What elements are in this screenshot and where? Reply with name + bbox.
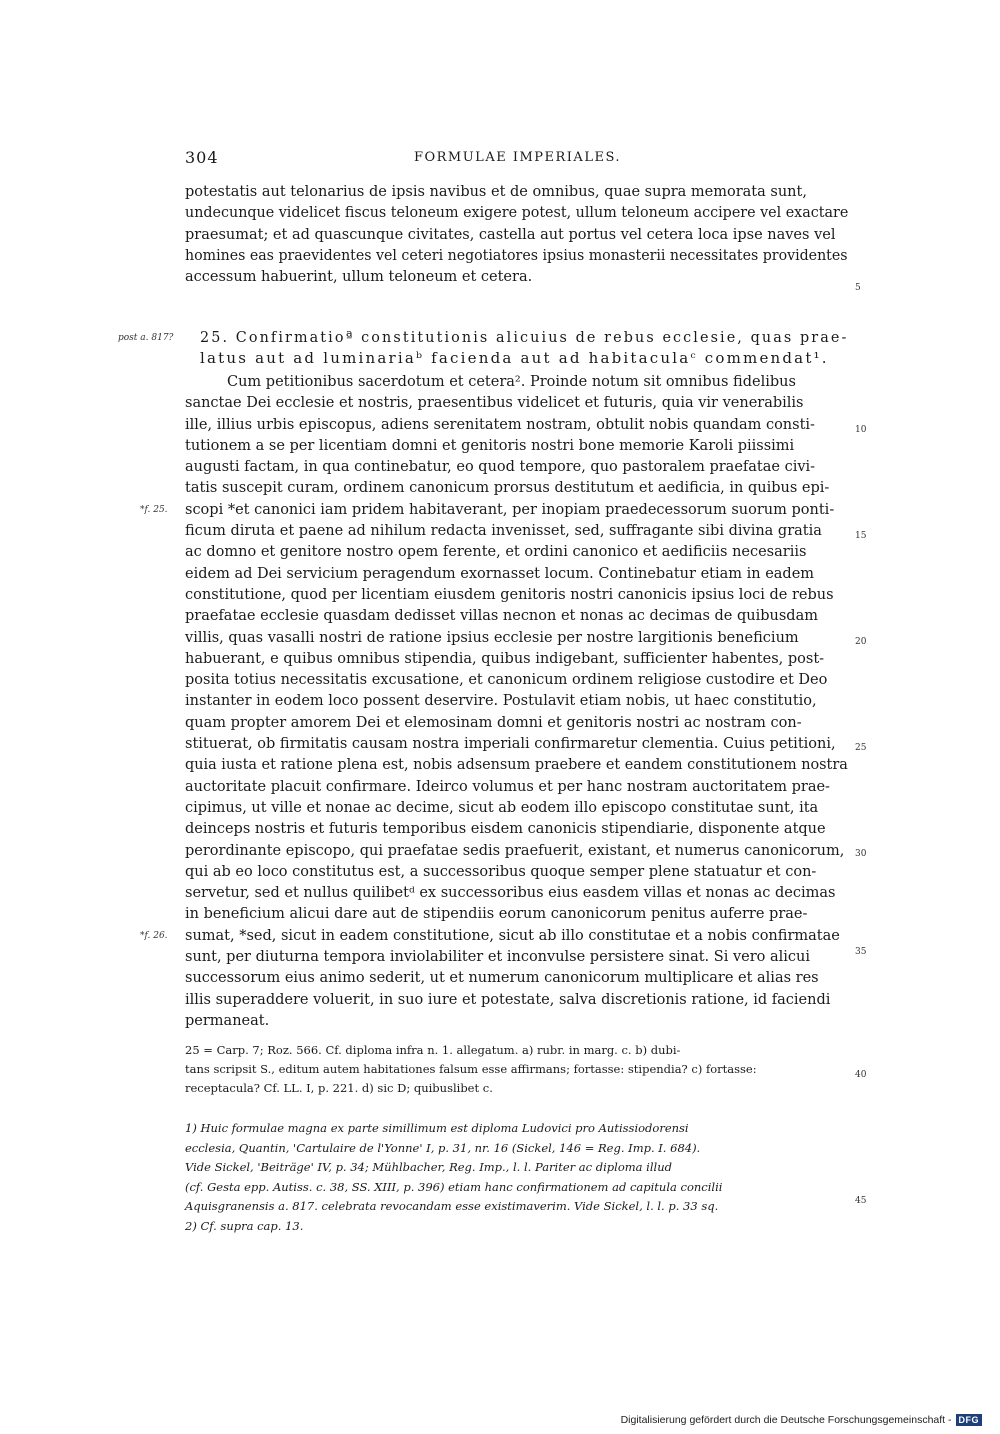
text-line: tans scripsit S., editum autem habitationes falsum esse affirmans; fortasse: stipendia? c) fortasse: xyxy=(185,1062,757,1076)
text-line: sanctae Dei ecclesie et nostris, praesentibus videlicet et futuris, quia vir venerabilis xyxy=(185,395,804,412)
title-line: latus aut ad luminariaᵇ facienda aut ad habitaculaᶜ commendat¹. xyxy=(200,349,829,367)
text-line: accessum habuerint, ullum teloneum et cetera. xyxy=(185,269,533,286)
text-line: scopi *et canonici iam pridem habitaverant, per inopiam praedecessorum suorum ponti- xyxy=(185,501,835,518)
digitization-credit xyxy=(621,1414,982,1426)
text-line: habuerant, e quibus omnibus stipendia, quibus indigebant, sufficienter habentes, post- xyxy=(185,650,825,667)
text-line: deinceps nostris et futuris temporibus eisdem canonicis stipendiarie, disponente atque xyxy=(185,821,826,838)
text-line: Aquisgranensis a. 817. celebrata revocandam esse existimaverim. Vide Sickel, l. l. p. 33 sq. xyxy=(185,1199,719,1213)
line-number: 40 xyxy=(855,1070,867,1080)
text-line: cipimus, ut ville et nonae ac decime, sicut ab eodem illo episcopo constitutae sunt, ita xyxy=(185,799,819,816)
text-line: quia iusta et ratione plena est, nobis adsensum praebere et eandem constitutionem nostra xyxy=(185,757,848,774)
page-header xyxy=(185,148,850,170)
formula-body xyxy=(185,372,848,1032)
text-line: 1) Huic formulae magna ex parte simillimum est diploma Ludovici pro Autissiodorensi xyxy=(185,1121,689,1135)
text-line: 2) Cf. supra cap. 13. xyxy=(185,1218,304,1233)
line-number: 10 xyxy=(855,425,867,435)
running-head: FORMULAE IMPERIALES. xyxy=(413,150,622,165)
text-line: praesumat; et ad quascunque civitates, castella aut portus vel cetera loca ipse naves vel xyxy=(185,226,836,243)
text-line: Cum petitionibus sacerdotum et cetera². Proinde notum sit omnibus fidelibus xyxy=(227,374,796,390)
text-line: illis superaddere voluerit, in suo iure et potestate, salva discretionis ratione, id faciendi xyxy=(185,991,831,1008)
text-line: 25 = Carp. 7; Roz. 566. Cf. diploma infra n. 1. allegatum. a) rubr. in marg. c. b) dubi- xyxy=(185,1043,681,1057)
text-line: constitutione, quod per licentiam eiusdem genitoris nostri canonicis ipsius loci de rebus xyxy=(185,586,834,603)
intro-paragraph xyxy=(185,182,848,288)
text-line: eidem ad Dei servicium peragendum exornasset locum. Continebatur etiam in eadem xyxy=(185,565,815,582)
text-line: in beneficium alicui dare aut de stipendiis eorum canonicorum penitus auferre prae- xyxy=(185,906,808,923)
text-line: augusti factam, in qua continebatur, eo quod tempore, quo pastoralem praefatae civi- xyxy=(185,459,816,476)
text-line: stituerat, ob firmitatis causam nostra imperiali confirmaretur clementia. Cuius petitioni, xyxy=(185,736,836,753)
text-line: ficum diruta et paene ad nihilum redacta invenisset, sed, suffragante sibi divina gratia xyxy=(185,523,822,540)
text-line: potestatis aut telonarius de ipsis navibus et de omnibus, quae supra memorata sunt, xyxy=(185,184,807,200)
text-line: permaneat. xyxy=(185,1012,270,1029)
section-title xyxy=(200,327,848,369)
page-number: 304 xyxy=(185,148,219,167)
text-line: villis, quas vasalli nostri de ratione ipsius ecclesie per nostre largitionis beneficium xyxy=(185,629,799,646)
text-line: auctoritate placuit confirmare. Ideirco volumus et per hanc nostram auctoritatem prae- xyxy=(185,778,830,795)
text-line: receptacula? Cf. LL. I, p. 221. d) sic D; quibuslibet c. xyxy=(185,1081,493,1095)
text-line: sunt, per diuturna tempora inviolabiliter et inconvulse persistere sinat. Si vero alicui xyxy=(185,949,811,966)
text-line: tutionem a se per licentiam domni et genitoris nostri bone memorie Karoli piissimi xyxy=(185,437,795,454)
line-number: 15 xyxy=(855,531,867,541)
footnotes xyxy=(185,1119,848,1236)
text-line: successorum eius animo sederit, ut et numerum canonicorum multiplicare et alias res xyxy=(185,970,819,987)
line-number: 25 xyxy=(855,743,867,753)
date-margin-note: post a. 817? xyxy=(118,333,174,343)
text-line: sumat, *sed, sicut in eadem constitutione, sicut ab illo constitutae et a nobis confirmatae xyxy=(185,927,840,944)
line-number: 35 xyxy=(855,947,867,957)
text-line: praefatae ecclesie quasdam dedisset villas necnon et nonas ac decimas de quibusdam xyxy=(185,608,818,625)
text-line: (cf. Gesta epp. Autiss. c. 38, SS. XIII, p. 396) etiam hanc confirmationem ad capitula concilii xyxy=(185,1179,723,1194)
text-line: ac domno et genitore nostro opem ferente, et ordini canonico et aedificiis necesariis xyxy=(185,544,807,561)
credit-text: Digitalisierung gefördert durch die Deutsche Forschungsgemeinschaft - xyxy=(620,1414,952,1426)
line-number: 30 xyxy=(855,849,867,859)
text-line: instanter in eodem loco possent deservire. Postulavit etiam nobis, ut haec constitutio, xyxy=(185,693,817,710)
text-line: homines eas praevidentes vel ceteri negotiatores ipsius monasterii necessitates providentes xyxy=(185,247,848,264)
critical-apparatus xyxy=(185,1041,848,1098)
text-line: servetur, sed et nullus quilibetᵈ ex successoribus eius easdem villas et nonas ac decimas xyxy=(185,885,836,902)
text-line: posita totius necessitatis excusatione, et canonicum ordinem religiose custodire et Deo xyxy=(185,672,828,689)
text-line: quam propter amorem Dei et elemosinam domni et genitoris nostri ac nostram con- xyxy=(185,714,802,731)
text-line: tatis suscepit curam, ordinem canonicum prorsus destitutum et aedificia, in quibus epi- xyxy=(185,480,830,497)
text-line: undecunque videlicet fiscus teloneum exigere potest, ullum teloneum accipere vel exactare xyxy=(185,205,849,222)
folio-margin-note: *f. 26. xyxy=(140,930,168,941)
text-line: qui ab eo loco constitutus est, a successoribus quoque semper plene statuatur et con- xyxy=(185,863,817,880)
line-number: 20 xyxy=(855,637,867,647)
text-line: ecclesia, Quantin, 'Cartulaire de l'Yonne' I, p. 31, nr. 16 (Sickel, 146 = Reg. Imp. I. 684). xyxy=(185,1140,701,1155)
folio-margin-note: *f. 25. xyxy=(140,504,168,515)
text-line: perordinante episcopo, qui praefatae sedis praefuerit, existant, et numerus canonicorum, xyxy=(185,842,845,859)
text-line: ille, illius urbis episcopus, adiens serenitatem nostram, obtulit nobis quandam consti- xyxy=(185,416,815,433)
text-line: Vide Sickel, 'Beiträge' IV, p. 34; Mühlbacher, Reg. Imp., l. l. Pariter ac diploma illud xyxy=(185,1160,672,1174)
line-number: 5 xyxy=(855,283,861,293)
line-number: 45 xyxy=(855,1196,867,1206)
dfg-logo-icon: DFG xyxy=(956,1414,983,1426)
title-line: 25. Confirmatioª constitutionis alicuius de rebus ecclesie, quas prae- xyxy=(200,328,849,346)
